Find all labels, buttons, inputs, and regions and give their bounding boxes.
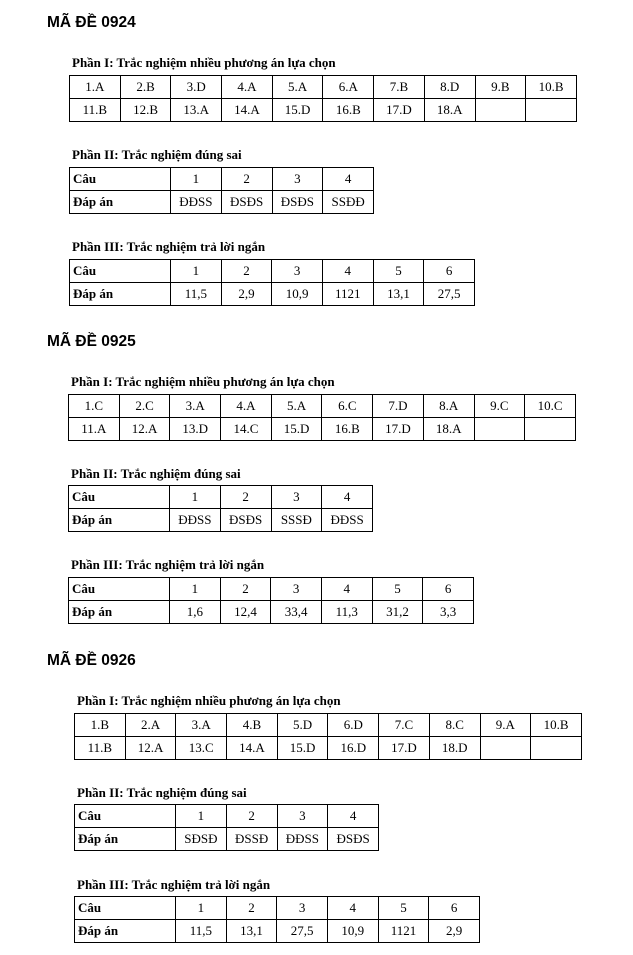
answer-cell: 7.B bbox=[374, 76, 425, 99]
table-row bbox=[69, 509, 373, 532]
question-cell: 3 bbox=[272, 168, 323, 191]
answer-cell: 17.D bbox=[373, 418, 424, 441]
table-row bbox=[70, 76, 577, 99]
answer-cell: 5.A bbox=[271, 395, 322, 418]
answer-cell: 2,9 bbox=[221, 283, 272, 306]
answer-cell: 5.D bbox=[277, 714, 328, 737]
answer-cell: 2.A bbox=[125, 714, 176, 737]
question-cell: 1 bbox=[176, 805, 227, 828]
answer-cell: 12.A bbox=[119, 418, 170, 441]
part3-title: Phần III: Trắc nghiệm trả lời ngắn bbox=[77, 877, 271, 892]
table-row bbox=[75, 714, 582, 737]
answer-cell: 27,5 bbox=[424, 283, 475, 306]
question-cell: 3 bbox=[271, 486, 322, 509]
table-row bbox=[75, 920, 480, 943]
part2-title: Phần II: Trắc nghiệm đúng sai bbox=[77, 785, 247, 800]
answer-cell: 15.D bbox=[272, 99, 323, 122]
answer-cell: 1.A bbox=[70, 76, 121, 99]
answer-cell: 12.B bbox=[120, 99, 171, 122]
part2-table bbox=[68, 485, 373, 532]
question-cell: 2 bbox=[221, 168, 272, 191]
part1-table bbox=[74, 713, 582, 760]
answer-cell: 3.A bbox=[170, 395, 221, 418]
part3-table bbox=[68, 577, 474, 624]
answer-cell: 13.C bbox=[176, 737, 227, 760]
answer-cell: 10.C bbox=[525, 395, 576, 418]
row-header: Câu bbox=[69, 578, 170, 601]
answer-cell: 13.A bbox=[171, 99, 222, 122]
answer-cell: 3.D bbox=[171, 76, 222, 99]
answer-cell bbox=[526, 99, 577, 122]
question-cell: 1 bbox=[171, 168, 222, 191]
part1-title: Phần I: Trắc nghiệm nhiều phương án lựa chọn bbox=[71, 374, 335, 389]
answer-cell: ĐĐSS bbox=[322, 509, 373, 532]
answer-cell: 6.D bbox=[328, 714, 379, 737]
answer-cell bbox=[531, 737, 582, 760]
answer-cell: 14.A bbox=[222, 99, 273, 122]
question-cell: 6 bbox=[423, 578, 474, 601]
row-header: Đáp án bbox=[75, 828, 176, 851]
answer-cell: SSSĐ bbox=[271, 509, 322, 532]
question-cell: 2 bbox=[226, 805, 277, 828]
answer-cell: 11.A bbox=[69, 418, 120, 441]
answer-cell: ĐĐSS bbox=[171, 191, 222, 214]
table-row bbox=[70, 191, 374, 214]
row-header: Câu bbox=[75, 805, 176, 828]
answer-cell: 10,9 bbox=[327, 920, 378, 943]
answer-cell: 4.B bbox=[227, 714, 278, 737]
answer-cell: 18.A bbox=[423, 418, 474, 441]
answer-cell: ĐSSĐ bbox=[226, 828, 277, 851]
question-cell: 4 bbox=[327, 897, 378, 920]
answer-cell: 7.D bbox=[373, 395, 424, 418]
table-row bbox=[75, 828, 379, 851]
question-cell: 4 bbox=[322, 486, 373, 509]
question-cell: 6 bbox=[429, 897, 480, 920]
answer-cell: 10.B bbox=[531, 714, 582, 737]
question-cell: 2 bbox=[226, 897, 277, 920]
question-cell: 4 bbox=[322, 260, 373, 283]
exam-code-title: MÃ ĐỀ 0924 bbox=[47, 14, 136, 31]
row-header: Câu bbox=[70, 260, 171, 283]
part1-title: Phần I: Trắc nghiệm nhiều phương án lựa chọn bbox=[72, 55, 336, 70]
answer-cell: 11,5 bbox=[176, 920, 227, 943]
question-cell: 2 bbox=[220, 486, 271, 509]
part1-table bbox=[69, 75, 577, 122]
answer-cell: 10,9 bbox=[272, 283, 323, 306]
answer-cell: 13,1 bbox=[226, 920, 277, 943]
question-cell: 3 bbox=[277, 805, 328, 828]
answer-cell: 4.A bbox=[221, 395, 272, 418]
table-row bbox=[75, 805, 379, 828]
row-header: Đáp án bbox=[70, 283, 171, 306]
answer-cell: 3.A bbox=[176, 714, 227, 737]
question-cell: 2 bbox=[221, 260, 272, 283]
answer-cell: 8.C bbox=[429, 714, 480, 737]
table-row bbox=[75, 897, 480, 920]
answer-cell: 7.C bbox=[379, 714, 430, 737]
row-header: Đáp án bbox=[69, 509, 170, 532]
answer-cell: 14.C bbox=[221, 418, 272, 441]
answer-cell: 27,5 bbox=[277, 920, 328, 943]
answer-cell: 8.D bbox=[424, 76, 475, 99]
answer-cell bbox=[475, 99, 526, 122]
answer-cell: 2.C bbox=[119, 395, 170, 418]
question-cell: 6 bbox=[424, 260, 475, 283]
question-cell: 1 bbox=[176, 897, 227, 920]
answer-cell: 6.C bbox=[322, 395, 373, 418]
table-row bbox=[70, 99, 577, 122]
answer-cell bbox=[474, 418, 525, 441]
exam-code-title: MÃ ĐỀ 0926 bbox=[47, 652, 136, 669]
answer-cell: 17.D bbox=[374, 99, 425, 122]
row-header: Câu bbox=[75, 897, 176, 920]
table-row bbox=[69, 601, 474, 624]
question-cell: 3 bbox=[277, 897, 328, 920]
part2-title: Phần II: Trắc nghiệm đúng sai bbox=[72, 147, 242, 162]
answer-cell: SSĐĐ bbox=[323, 191, 374, 214]
part2-title: Phần II: Trắc nghiệm đúng sai bbox=[71, 466, 241, 481]
question-cell: 5 bbox=[372, 578, 423, 601]
row-header: Đáp án bbox=[69, 601, 170, 624]
answer-cell: 18.D bbox=[429, 737, 480, 760]
question-cell: 4 bbox=[328, 805, 379, 828]
question-cell: 3 bbox=[272, 260, 323, 283]
question-cell: 5 bbox=[378, 897, 429, 920]
table-row bbox=[70, 260, 475, 283]
question-cell: 1 bbox=[170, 486, 221, 509]
answer-cell bbox=[480, 737, 531, 760]
question-cell: 3 bbox=[271, 578, 322, 601]
answer-cell: 10.B bbox=[526, 76, 577, 99]
table-row bbox=[70, 168, 374, 191]
answer-cell: 1.B bbox=[75, 714, 126, 737]
answer-cell: 9.B bbox=[475, 76, 526, 99]
answer-cell: 1121 bbox=[378, 920, 429, 943]
answer-cell: ĐSĐS bbox=[272, 191, 323, 214]
question-cell: 1 bbox=[171, 260, 222, 283]
answer-cell: 3,3 bbox=[423, 601, 474, 624]
part3-table bbox=[74, 896, 480, 943]
answer-cell: 2,9 bbox=[429, 920, 480, 943]
answer-cell: 18.A bbox=[424, 99, 475, 122]
answer-cell: 16.D bbox=[328, 737, 379, 760]
part1-title: Phần I: Trắc nghiệm nhiều phương án lựa chọn bbox=[77, 693, 341, 708]
exam-code-title: MÃ ĐỀ 0925 bbox=[47, 333, 136, 350]
answer-cell: ĐSĐS bbox=[220, 509, 271, 532]
answer-cell: 9.C bbox=[474, 395, 525, 418]
question-cell: 4 bbox=[323, 168, 374, 191]
table-row bbox=[69, 395, 576, 418]
answer-cell: 8.A bbox=[423, 395, 474, 418]
table-row bbox=[70, 283, 475, 306]
part1-table bbox=[68, 394, 576, 441]
answer-cell: 6.A bbox=[323, 76, 374, 99]
answer-cell: 11.B bbox=[75, 737, 126, 760]
part3-title: Phần III: Trắc nghiệm trả lời ngắn bbox=[72, 239, 266, 254]
answer-cell: 11.B bbox=[70, 99, 121, 122]
answer-cell: 33,4 bbox=[271, 601, 322, 624]
row-header: Câu bbox=[69, 486, 170, 509]
part3-table bbox=[69, 259, 475, 306]
table-row bbox=[69, 418, 576, 441]
question-cell: 1 bbox=[170, 578, 221, 601]
answer-cell: 5.A bbox=[272, 76, 323, 99]
question-cell: 5 bbox=[373, 260, 424, 283]
answer-cell: 13.D bbox=[170, 418, 221, 441]
row-header: Đáp án bbox=[70, 191, 171, 214]
answer-cell: SĐSĐ bbox=[176, 828, 227, 851]
answer-cell: 15.D bbox=[277, 737, 328, 760]
answer-cell: ĐSĐS bbox=[328, 828, 379, 851]
answer-cell: ĐĐSS bbox=[277, 828, 328, 851]
table-row bbox=[69, 486, 373, 509]
answer-cell: 12,4 bbox=[220, 601, 271, 624]
answer-cell: 12.A bbox=[125, 737, 176, 760]
answer-cell: 1,6 bbox=[170, 601, 221, 624]
answer-cell: 11,5 bbox=[171, 283, 222, 306]
answer-cell: 16.B bbox=[323, 99, 374, 122]
answer-cell: 11,3 bbox=[321, 601, 372, 624]
answer-cell: 2.B bbox=[120, 76, 171, 99]
answer-cell: ĐĐSS bbox=[170, 509, 221, 532]
answer-cell: 1121 bbox=[322, 283, 373, 306]
table-row bbox=[69, 578, 474, 601]
question-cell: 4 bbox=[321, 578, 372, 601]
part2-table bbox=[69, 167, 374, 214]
answer-cell: 15.D bbox=[271, 418, 322, 441]
answer-cell bbox=[525, 418, 576, 441]
question-cell: 2 bbox=[220, 578, 271, 601]
answer-cell: 1.C bbox=[69, 395, 120, 418]
answer-cell: 17.D bbox=[379, 737, 430, 760]
part3-title: Phần III: Trắc nghiệm trả lời ngắn bbox=[71, 557, 265, 572]
row-header: Câu bbox=[70, 168, 171, 191]
part2-table bbox=[74, 804, 379, 851]
answer-cell: 16.B bbox=[322, 418, 373, 441]
table-row bbox=[75, 737, 582, 760]
answer-cell: 31,2 bbox=[372, 601, 423, 624]
answer-cell: 14.A bbox=[227, 737, 278, 760]
answer-cell: 4.A bbox=[222, 76, 273, 99]
answer-cell: 13,1 bbox=[373, 283, 424, 306]
answer-cell: 9.A bbox=[480, 714, 531, 737]
row-header: Đáp án bbox=[75, 920, 176, 943]
answer-cell: ĐSĐS bbox=[221, 191, 272, 214]
